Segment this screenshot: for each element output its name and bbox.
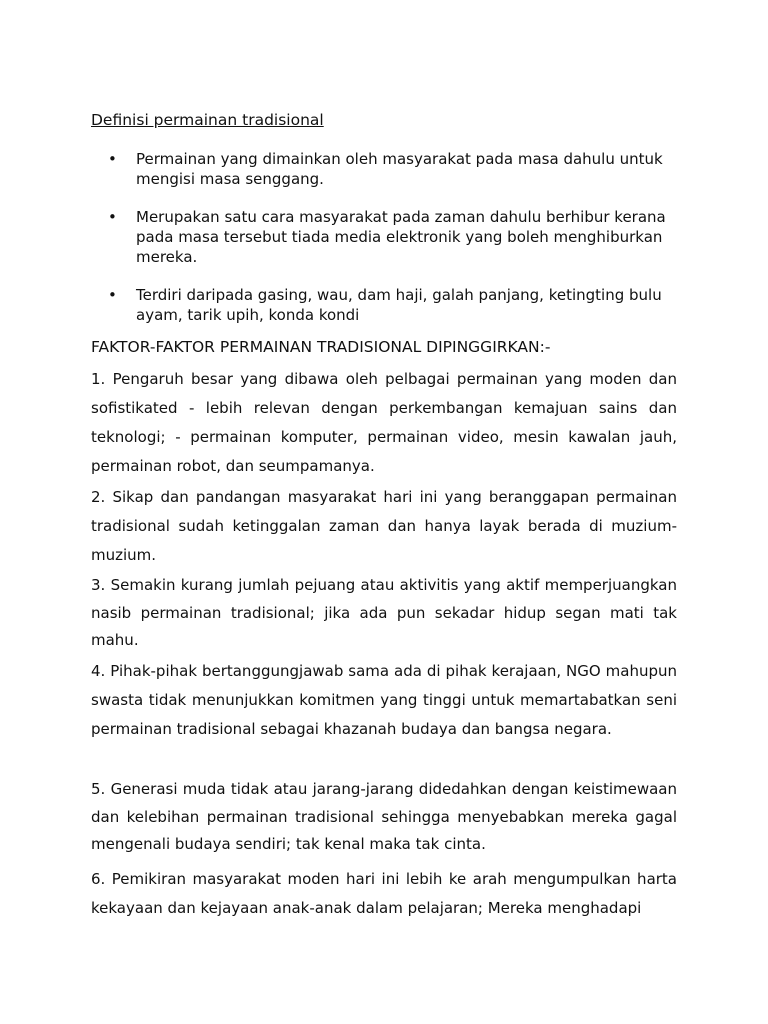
paragraph-1: 1. Pengaruh besar yang dibawa oleh pelbagai permainan yang moden dan sofistikated - lebih relevan dengan perkembangan kemajuan sains dan teknologi; - permainan komputer, permainan video, mesin kawalan jauh, permainan robot, dan seumpamanya. [91,370,677,475]
bullet-list [108,149,678,343]
bullet-icon: • [108,150,117,168]
section-heading: Definisi permainan tradisional [91,111,324,129]
paragraph-3: 3. Semakin kurang jumlah pejuang atau aktivitis yang aktif memperjuangkan nasib permainan tradisional; jika ada pun sekadar hidup segan mati tak mahu. [91,576,677,649]
paragraph-5: 5. Generasi muda tidak atau jarang-jarang didedahkan dengan keistimewaan dan kelebihan permainan tradisional sehingga menyebabkan mereka gagal mengenali budaya sendiri; tak kenal maka tak cinta. [91,780,677,853]
list-item [108,207,678,267]
paragraph-2: 2. Sikap dan pandangan masyarakat hari ini yang beranggapan permainan tradisional sudah ketinggalan zaman dan hanya layak berada di muzium-muzium. [91,488,677,564]
bullet-text: Terdiri daripada gasing, wau, dam haji, galah panjang, ketingting bulu ayam, tarik upih, konda kondi [136,286,662,324]
bullet-text: Permainan yang dimainkan oleh masyarakat pada masa dahulu untuk mengisi masa senggang. [136,150,663,188]
bullet-icon: • [108,208,117,226]
list-item [108,149,678,189]
list-item [108,285,678,325]
bullet-icon: • [108,286,117,304]
bullet-text: Merupakan satu cara masyarakat pada zaman dahulu berhibur kerana pada masa tersebut tiada media elektronik yang boleh menghiburkan mereka. [136,208,666,266]
paragraph-6: 6. Pemikiran masyarakat moden hari ini lebih ke arah mengumpulkan harta kekayaan dan kejayaan anak-anak dalam pelajaran; Mereka menghadapi [91,870,677,917]
paragraph-4: 4. Pihak-pihak bertanggungjawab sama ada di pihak kerajaan, NGO mahupun swasta tidak menunjukkan komitmen yang tinggi untuk memartabatkan seni permainan tradisional sebagai khazanah budaya dan bangsa negara. [91,662,677,738]
factors-heading: FAKTOR-FAKTOR PERMAINAN TRADISIONAL DIPINGGIRKAN:- [91,338,551,356]
